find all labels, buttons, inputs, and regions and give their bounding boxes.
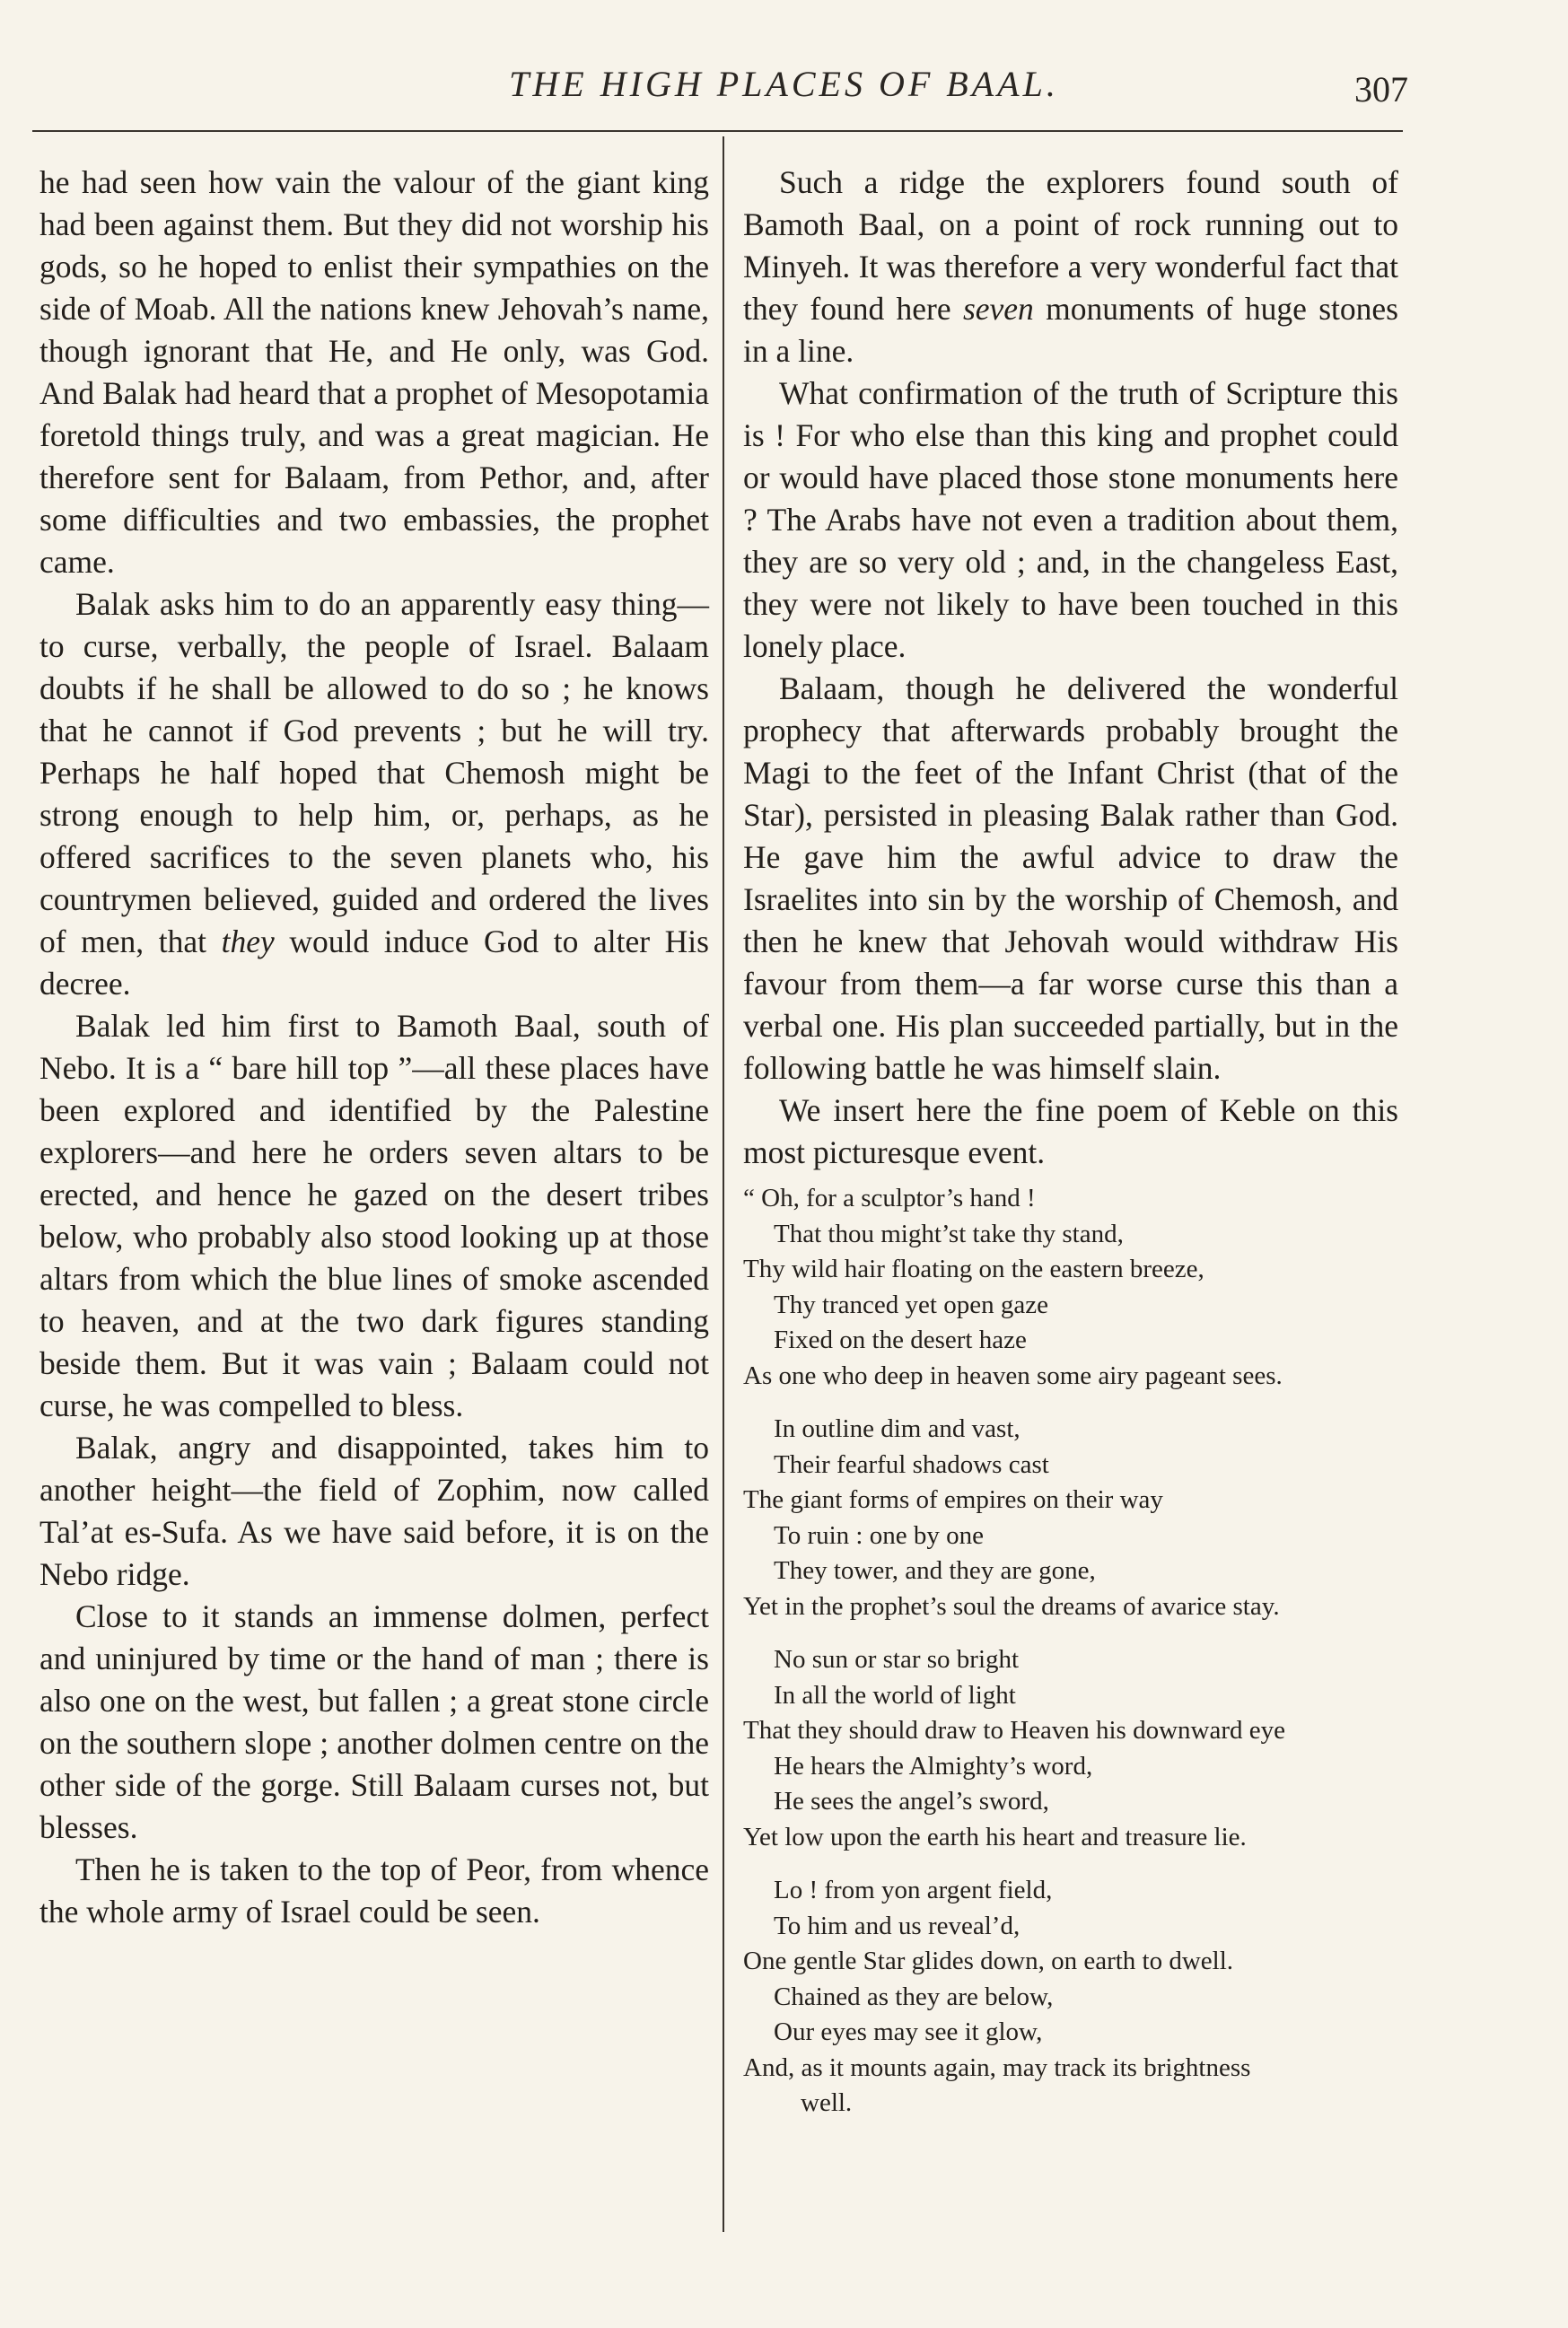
paragraph-text: would induce God to alter His decree. bbox=[39, 923, 709, 1002]
paragraph: We insert here the fine poem of Keble on this most picturesque event. bbox=[743, 1092, 1398, 1170]
poem-line: In all the world of light bbox=[774, 1680, 1016, 1710]
poem-line: They tower, and they are gone, bbox=[774, 1556, 1096, 1585]
poem-line: Yet low upon the earth his heart and treasure lie. bbox=[743, 1822, 1247, 1851]
paragraph-text: monuments of huge stones in a line. bbox=[743, 291, 1398, 369]
italic-text: they bbox=[221, 923, 275, 959]
poem-line: That thou might’st take thy stand, bbox=[774, 1219, 1124, 1248]
paragraph: Then he is taken to the top of Peor, from whence the whole army of Israel could be seen. bbox=[39, 1851, 709, 1930]
paragraph bbox=[743, 162, 1398, 372]
poem-stanza bbox=[743, 1412, 1398, 1624]
poem-line: Thy tranced yet open gaze bbox=[774, 1290, 1048, 1319]
page-number: 307 bbox=[1354, 69, 1408, 109]
paragraph: What confirmation of the truth of Scripture this is ! For who else than this king and prophet could or would have placed those stone monuments here ? The Arabs have not even a tradition about them, they are so very old ; and, in the changeless East, they were not likely to have been touched in this lonely place. bbox=[743, 375, 1398, 664]
paragraph: Balak led him first to Bamoth Baal, south of Nebo. It is a “ bare hill top ”—all these places have been explored and identified by the Palestine explorers—and here he orders seven altars to be erected, and hence he gazed on the desert tribes below, who probably also stood looking up at those altars from which the blue lines of smoke ascended to heaven, and at the two dark figures standing beside them. But it was vain ; Balaam could not curse, he was compelled to bless. bbox=[39, 1008, 709, 1423]
poem-line: “ Oh, for a sculptor’s hand ! bbox=[743, 1184, 1036, 1212]
poem-line: The giant forms of empires on their way bbox=[743, 1485, 1163, 1514]
poem-line: Lo ! from yon argent field, bbox=[774, 1876, 1053, 1904]
poem-stanza bbox=[743, 1642, 1398, 1855]
paragraph-text: Such a ridge the explorers found south of Bamoth Baal, on a point of rock running out to Minyeh. It was therefore a very wonderful fact that they found here bbox=[743, 164, 1398, 327]
column-divider bbox=[723, 136, 724, 2232]
italic-text: seven bbox=[962, 291, 1034, 327]
poem-line: Thy wild hair floating on the eastern breeze, bbox=[743, 1255, 1204, 1283]
paragraph: he had seen how vain the valour of the giant king had been against them. But they did not worship his gods, so he hoped to enlist their sympathies on the side of Moab. All the nations knew Jehovah’s name, though ignorant that He, and He only, was God. And Balak had heard that a prophet of Mesopotamia foretold things truly, and was a great magician. He therefore sent for Balaam, from Pethor, and, after some difficulties and two embassies, the prophet came. bbox=[39, 164, 709, 580]
poem-line: Their fearful shadows cast bbox=[774, 1449, 1049, 1479]
poem-stanza bbox=[743, 1181, 1398, 1394]
paragraph: Balaam, though he delivered the wonderful prophecy that afterwards probably brought the Magi to the feet of the Infant Christ (that of the Star), persisted in pleasing Balak rather than God. He gave him the awful advice to draw the Israelites into sin by the worship of Chemosh, and then he knew that Jehovah would withdraw His favour from them—a far worse curse this than a verbal one. His plan succeeded partially, but in the following battle he was himself slain. bbox=[743, 670, 1398, 1086]
poem-line: Yet in the prophet’s soul the dreams of avarice stay. bbox=[743, 1591, 1280, 1621]
right-column bbox=[743, 162, 1398, 2140]
poem-line: To him and us reveal’d, bbox=[774, 1911, 1021, 1940]
poem-line: Our eyes may see it glow, bbox=[774, 2017, 1043, 2046]
paragraph: Balak, angry and disappointed, takes him to another height—the field of Zophim, now called Tal’at es-Sufa. As we have said before, it is on the Nebo ridge. bbox=[39, 1430, 709, 1592]
paragraph bbox=[39, 583, 709, 1005]
poem-line: Fixed on the desert haze bbox=[774, 1326, 1027, 1354]
poem-line: well. bbox=[801, 2088, 853, 2117]
paragraph: Close to it stands an immense dolmen, perfect and uninjured by time or the hand of man ; there is also one on the west, but fallen ; a great stone circle on the southern slope ; another dolmen centre on the other side of the gorge. Still Balaam curses not, but blesses. bbox=[39, 1598, 709, 1845]
poem-line: One gentle Star glides down, on earth to dwell. bbox=[743, 1947, 1234, 1975]
poem-stanza bbox=[743, 1873, 1398, 2122]
header-rule bbox=[32, 130, 1403, 132]
poem-line: That they should draw to Heaven his downward eye bbox=[743, 1716, 1286, 1745]
running-header-title: THE HIGH PLACES OF BAAL. bbox=[509, 64, 1059, 104]
poem-line: And, as it mounts again, may track its brightness bbox=[743, 2052, 1251, 2082]
poem-line: As one who deep in heaven some airy pageant sees. bbox=[743, 1361, 1283, 1390]
left-column bbox=[39, 162, 709, 1933]
poem-line: Chained as they are below, bbox=[774, 1982, 1054, 2011]
poem-line: In outline dim and vast, bbox=[774, 1414, 1021, 1443]
poem-line: To ruin : one by one bbox=[774, 1520, 984, 1550]
poem bbox=[743, 1181, 1398, 2122]
poem-line: He hears the Almighty’s word, bbox=[774, 1751, 1093, 1781]
poem-line: No sun or star so bright bbox=[774, 1645, 1020, 1674]
paragraph-text: Balak asks him to do an apparently easy thing—to curse, verbally, the people of Israel. Balaam doubts if he shall be allowed to do so ; he knows that he cannot if God prevents ; but he will try. Perhaps he half hoped that Chemosh might be strong enough to help him, or, perhaps, as he offered sacrifices to the seven planets who, his countrymen believed, guided and ordered the lives of men, that bbox=[39, 586, 709, 959]
poem-line: He sees the angel’s sword, bbox=[774, 1787, 1049, 1816]
